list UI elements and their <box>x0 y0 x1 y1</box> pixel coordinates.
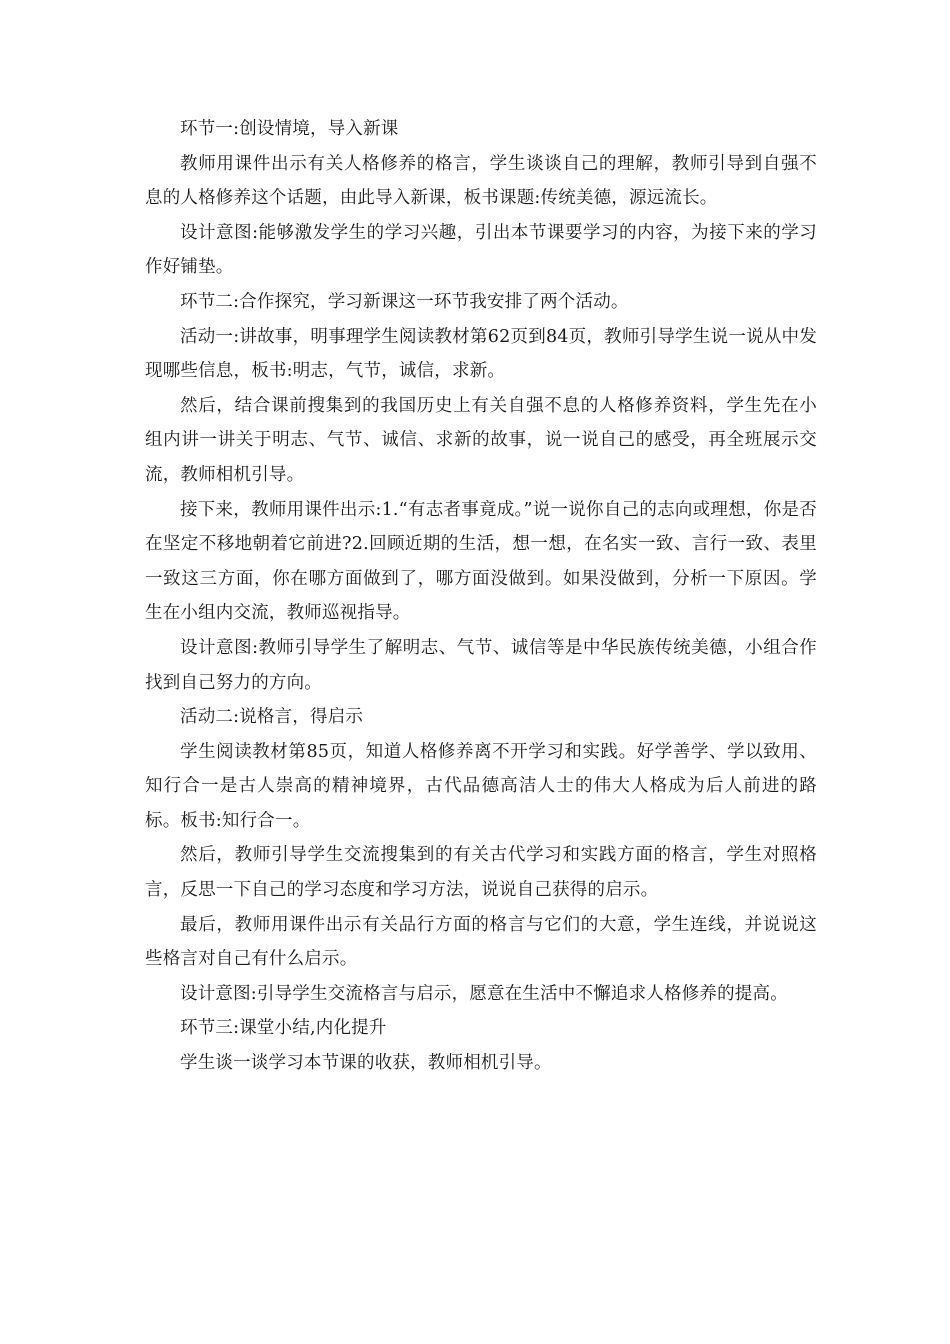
paragraph-summary: 学生谈一谈学习本节课的收获，教师相机引导。 <box>180 1053 552 1074</box>
paragraph-finally: 最后，教师用课件出示有关品行方面的格言与它们的大意，学生连线，并说说这些格言对自己有什么启示。 <box>145 914 817 970</box>
paragraph-design-intent-3: 设计意图:引导学生交流格言与启示，愿意在生活中不懈追求人格修养的提高。 <box>180 983 788 1004</box>
document-body <box>145 112 817 1081</box>
paragraph-design-intent-1: 设计意图:能够激发学生的学习兴趣，引出本节课要学习的内容，为接下来的学习作好铺垫。 <box>145 222 817 278</box>
section-heading-1: 环节一:创设情境，导入新课 <box>180 119 399 139</box>
paragraph-intro: 教师用课件出示有关人格修养的格言，学生谈谈自己的理解，教师引导到自强不息的人格修养这个话题，由此导入新课，板书课题:传统美德，源远流长。 <box>145 153 817 209</box>
paragraph-activity-1: 活动一:讲故事，明事理学生阅读教材第62页到84页，教师引导学生说一说从中发现哪些信息，板书:明志，气节，诚信，求新。 <box>145 326 817 382</box>
section-heading-2: 环节二:合作探究，学习新课这一环节我安排了两个活动。 <box>180 291 629 312</box>
paragraph-reading: 学生阅读教材第85页，知道人格修养离不开学习和实践。好学善学、学以致用、知行合一是古人崇高的精神境界，古代品德高洁人士的伟大人格成为后人前进的路标。板书:知行合一。 <box>145 741 817 831</box>
paragraph-activity-2: 活动二:说格言，得启示 <box>180 707 364 728</box>
paragraph-exchange: 然后，教师引导学生交流搜集到的有关古代学习和实践方面的格言，学生对照格言，反思一下自己的学习态度和学习方法，说说自己获得的启示。 <box>145 845 817 901</box>
paragraph-next: 接下来，教师用课件出示:1.“有志者事竟成。”说一说你自己的志向或理想，你是否在坚定不移地朝着它前进?2.回顾近期的生活，想一想，在名实一致、言行一致、表里一致这三方面，你在哪方面做到了，哪方面没做到。如果没做到，分析一下原因。学生在小组内交流，教师巡视指导。 <box>145 499 817 624</box>
paragraph-stories: 然后，结合课前搜集到的我国历史上有关自强不息的人格修养资料，学生先在小组内讲一讲关于明志、气节、诚信、求新的故事，说一说自己的感受，再全班展示交流，教师相机引导。 <box>145 395 817 485</box>
paragraph-design-intent-2: 设计意图:教师引导学生了解明志、气节、诚信等是中华民族传统美德，小组合作找到自己努力的方向。 <box>145 637 817 693</box>
section-heading-3: 环节三:课堂小结,内化提升 <box>180 1018 387 1039</box>
